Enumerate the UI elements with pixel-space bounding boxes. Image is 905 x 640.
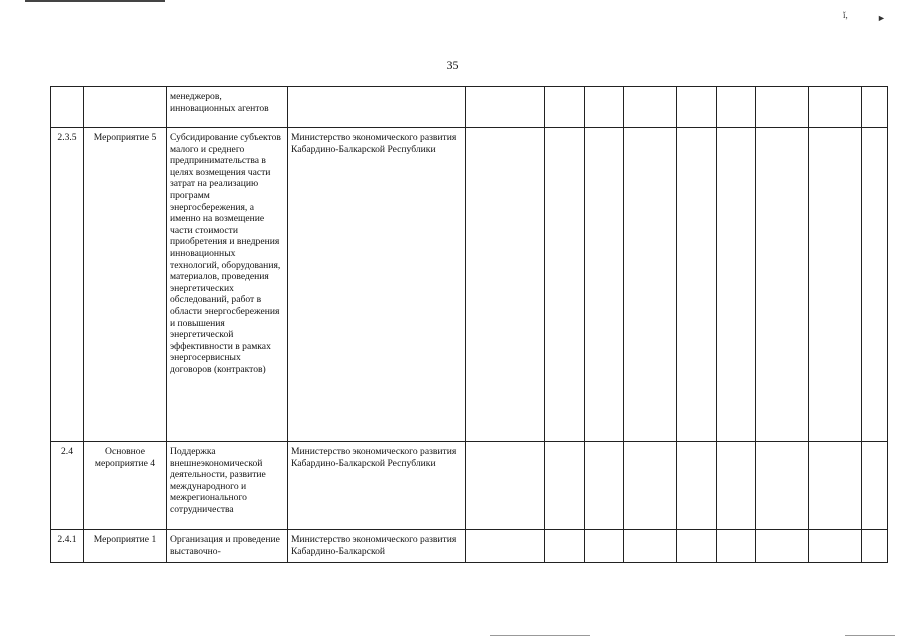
empty-cell [862,128,888,442]
empty-cell [624,128,677,442]
responsible-executor: Министерство экономического развития Кабардино-Балкарской [288,530,466,563]
empty-cell [677,128,717,442]
responsible-executor: Министерство экономического развития Кабардино-Балкарской Республики [288,128,466,442]
activity-name: Основное мероприятие 4 [84,442,167,530]
empty-cell [545,87,585,128]
empty-cell [585,442,624,530]
empty-cell [809,530,862,563]
empty-cell [466,442,545,530]
empty-cell [717,87,756,128]
empty-cell [466,87,545,128]
row-number [51,87,84,128]
empty-cell [545,442,585,530]
scan-edge-mark [845,635,895,636]
table-row [51,87,888,128]
activity-description: Поддержка внешнеэкономической деятельности, развитие международного и межрегионального сотрудничества [167,442,288,530]
empty-cell [717,442,756,530]
empty-cell [717,128,756,442]
empty-cell [809,128,862,442]
empty-cell [624,87,677,128]
empty-cell [677,530,717,563]
empty-cell [585,530,624,563]
row-number: 2.3.5 [51,128,84,442]
empty-cell [756,530,809,563]
empty-cell [585,87,624,128]
activity-description: Субсидирование субъектов малого и среднего предпринимательства в целях возмещения части затрат на реализацию программ энергосбережения, а именно на возмещение части стоимости приобретения и внедрения инновационных технологий, оборудования, материалов, проведения энергетических обследований, работ в области энергосбережения и повышения энергетической эффективности в рамках энергосервисных договоров (контрактов) [167,128,288,442]
empty-cell [862,442,888,530]
activity-name: Мероприятие 1 [84,530,167,563]
scan-edge-mark [25,0,165,2]
responsible-executor [288,87,466,128]
row-number: 2.4.1 [51,530,84,563]
table-row [51,442,888,530]
empty-cell [677,442,717,530]
responsible-executor: Министерство экономического развития Кабардино-Балкарской Республики [288,442,466,530]
activity-description: менеджеров, инновационных агентов [167,87,288,128]
empty-cell [756,128,809,442]
empty-cell [756,442,809,530]
scan-speck: ĭ, [843,10,848,20]
scan-edge-mark [490,635,590,636]
empty-cell [862,87,888,128]
empty-cell [809,442,862,530]
row-number: 2.4 [51,442,84,530]
empty-cell [717,530,756,563]
empty-cell [466,128,545,442]
empty-cell [545,530,585,563]
activity-description: Организация и проведение выставочно- [167,530,288,563]
empty-cell [862,530,888,563]
table-row [51,530,888,563]
empty-cell [585,128,624,442]
scan-speck: ► [877,13,886,23]
empty-cell [624,530,677,563]
empty-cell [756,87,809,128]
empty-cell [624,442,677,530]
empty-cell [809,87,862,128]
activity-name [84,87,167,128]
empty-cell [677,87,717,128]
activity-name: Мероприятие 5 [84,128,167,442]
empty-cell [466,530,545,563]
program-activities-table [50,86,888,563]
table-row [51,128,888,442]
page-number: 35 [446,58,459,72]
empty-cell [545,128,585,442]
